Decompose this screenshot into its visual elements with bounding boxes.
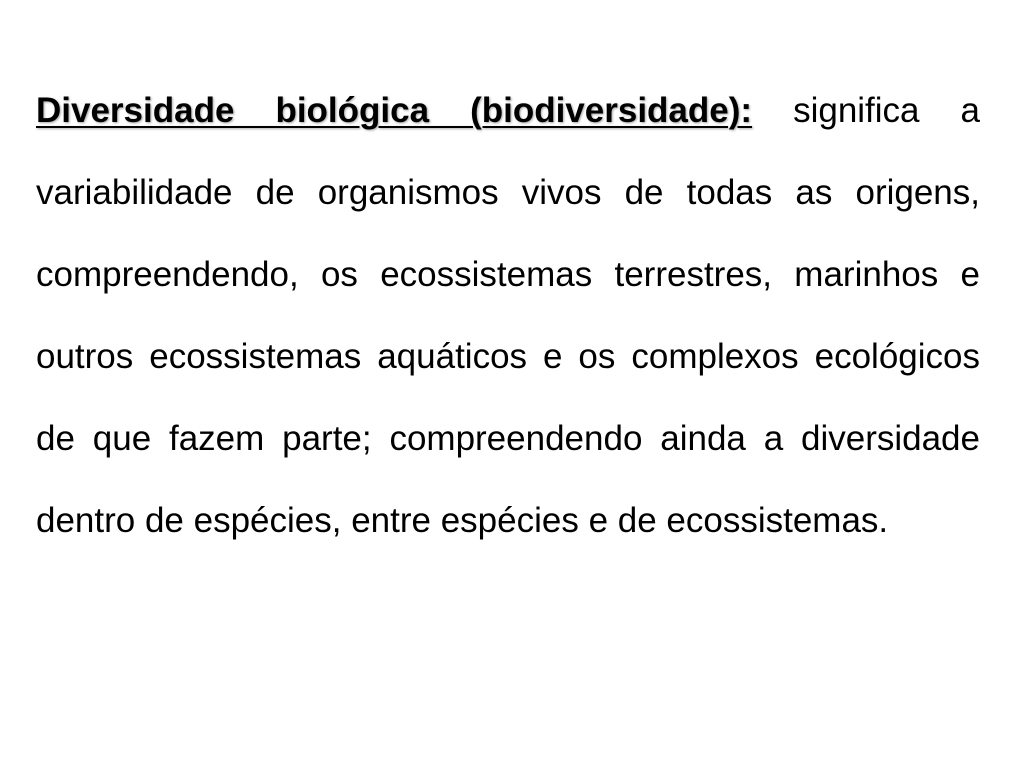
definition-text: significa a variabilidade de organismos vivos de todas as origens, compreendendo, os ecossistemas terrestres, marinhos e outros ecossistemas aquáticos e os complexos ecológicos de que fazem parte; compreendendo ainda a diversidade dentro de espécies, entre espécies e de ecossistemas.: [36, 91, 981, 540]
definition-paragraph: [36, 70, 980, 562]
term-heading: Diversidade biológica (biodiversidade):: [36, 91, 753, 130]
